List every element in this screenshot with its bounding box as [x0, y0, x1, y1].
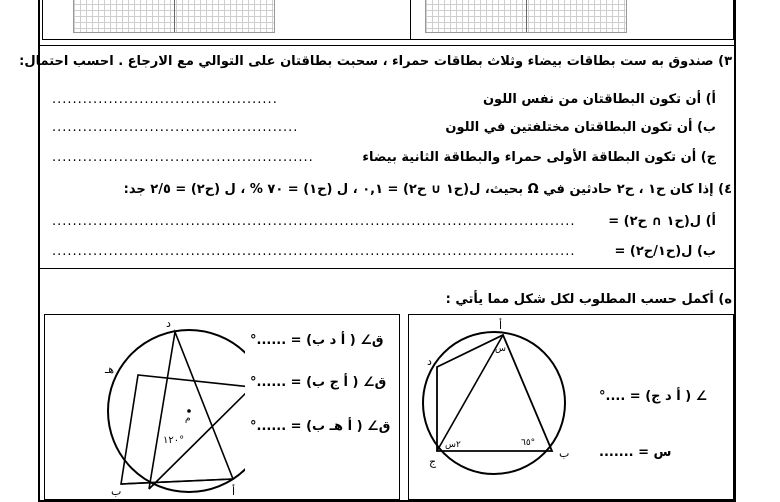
- graph-grid-right: [425, 0, 627, 33]
- q5-number: ه): [718, 292, 732, 307]
- q3-item-b-answer[interactable]: ................................................: [52, 120, 299, 135]
- q4-item-b-text: ل(ح١/ح٢) =: [614, 244, 693, 259]
- right-line-1[interactable]: ∠ ( أ د ج) = ....°: [599, 389, 708, 404]
- left-figure-panel: [44, 314, 400, 500]
- q4-item-b-answer[interactable]: ......................................................................................................: [52, 244, 576, 259]
- diagonal: [437, 335, 503, 451]
- left-line-2[interactable]: ق∠ ( أ ج ب) = ......°: [250, 375, 387, 390]
- q5-heading: [446, 292, 732, 307]
- label-b: ب: [559, 447, 570, 460]
- graph-grid-left: [73, 0, 275, 33]
- q3-item-a-label: أ): [705, 92, 716, 107]
- q3-number: ٣): [718, 54, 732, 69]
- q4-item-a-label: أ): [705, 214, 716, 229]
- q3-text: صندوق به ست بطاقات بيضاء وثلاث بطاقات حمراء ، سحبت بطاقتان على التوالي مع الارجاع . احسب احتمال:: [19, 54, 714, 69]
- label-m: م: [185, 414, 191, 424]
- q3-item-c-text: أن تكون البطاقة الأولى حمراء والبطاقة الثانية بيضاء: [362, 150, 697, 165]
- q4-number: ٤): [718, 182, 732, 197]
- label-b: ب: [111, 485, 122, 498]
- q3-item-c-label: ج): [700, 150, 716, 165]
- q4-item-b-label: ب): [696, 244, 716, 259]
- q3-heading: [19, 54, 732, 69]
- q3-item-a-answer[interactable]: ............................................: [52, 92, 278, 107]
- label-h: هـ: [105, 363, 115, 376]
- label-s-bottom: ٢س: [445, 440, 461, 450]
- q3-item-c-answer[interactable]: ...................................................: [52, 150, 314, 165]
- center-point: [187, 409, 191, 413]
- q4-text: إذا كان ح١ ، ح٢ حادثين في Ω بحيث، ل(ح١ ∪ ح٢) = ٠,١ ، ل (ح١) = ٧٠ % ، ل (ح٢) = ٢/٥ جد:: [123, 182, 714, 197]
- right-line-2[interactable]: س = .......: [599, 445, 672, 460]
- left-line-1[interactable]: ق∠ ( أ د ب) = ......°: [250, 333, 384, 348]
- left-circle-figure: [45, 315, 245, 501]
- left-circle: [108, 330, 245, 492]
- angle-65: ٦٥°: [521, 438, 536, 448]
- q4-heading: [124, 182, 732, 197]
- q3-item-a-text: أن تكون البطاقتان من نفس اللون: [482, 92, 702, 107]
- right-circle: [423, 332, 565, 474]
- label-d: د: [427, 355, 432, 368]
- q4-item-b: [614, 244, 716, 259]
- left-line-3[interactable]: ق∠ ( أ هـ ب) = ......°: [250, 419, 391, 434]
- q4-item-a-answer[interactable]: ......................................................................................................: [52, 214, 576, 229]
- label-d: د: [166, 317, 171, 330]
- left-star-lines: [121, 332, 245, 489]
- graph-panel-left: [42, 0, 414, 40]
- separator: [40, 45, 734, 46]
- label-a: أ: [232, 485, 236, 498]
- label-j: ج: [429, 455, 437, 468]
- q4-item-a-text: ل(ح١ ∩ ح٢) =: [608, 214, 702, 229]
- graph-panel-right: [410, 0, 734, 40]
- separator: [40, 268, 734, 269]
- q4-item-a: [608, 214, 716, 229]
- angle-label: ١٢٠°: [163, 435, 185, 446]
- q3-item-b-text: أن تكون البطاقتان مختلفتين في اللون: [445, 120, 693, 135]
- q3-item-b-label: ب): [696, 120, 716, 135]
- label-a: أ: [499, 319, 503, 332]
- q3-item-a: [483, 92, 716, 107]
- q3-item-c: [362, 150, 716, 165]
- label-s-top: س: [495, 344, 506, 354]
- right-circle-figure: [409, 315, 735, 501]
- q3-item-b: [445, 120, 716, 135]
- q5-text: أكمل حسب المطلوب لكل شكل مما يأتي :: [445, 292, 714, 307]
- right-figure-panel: [408, 314, 734, 500]
